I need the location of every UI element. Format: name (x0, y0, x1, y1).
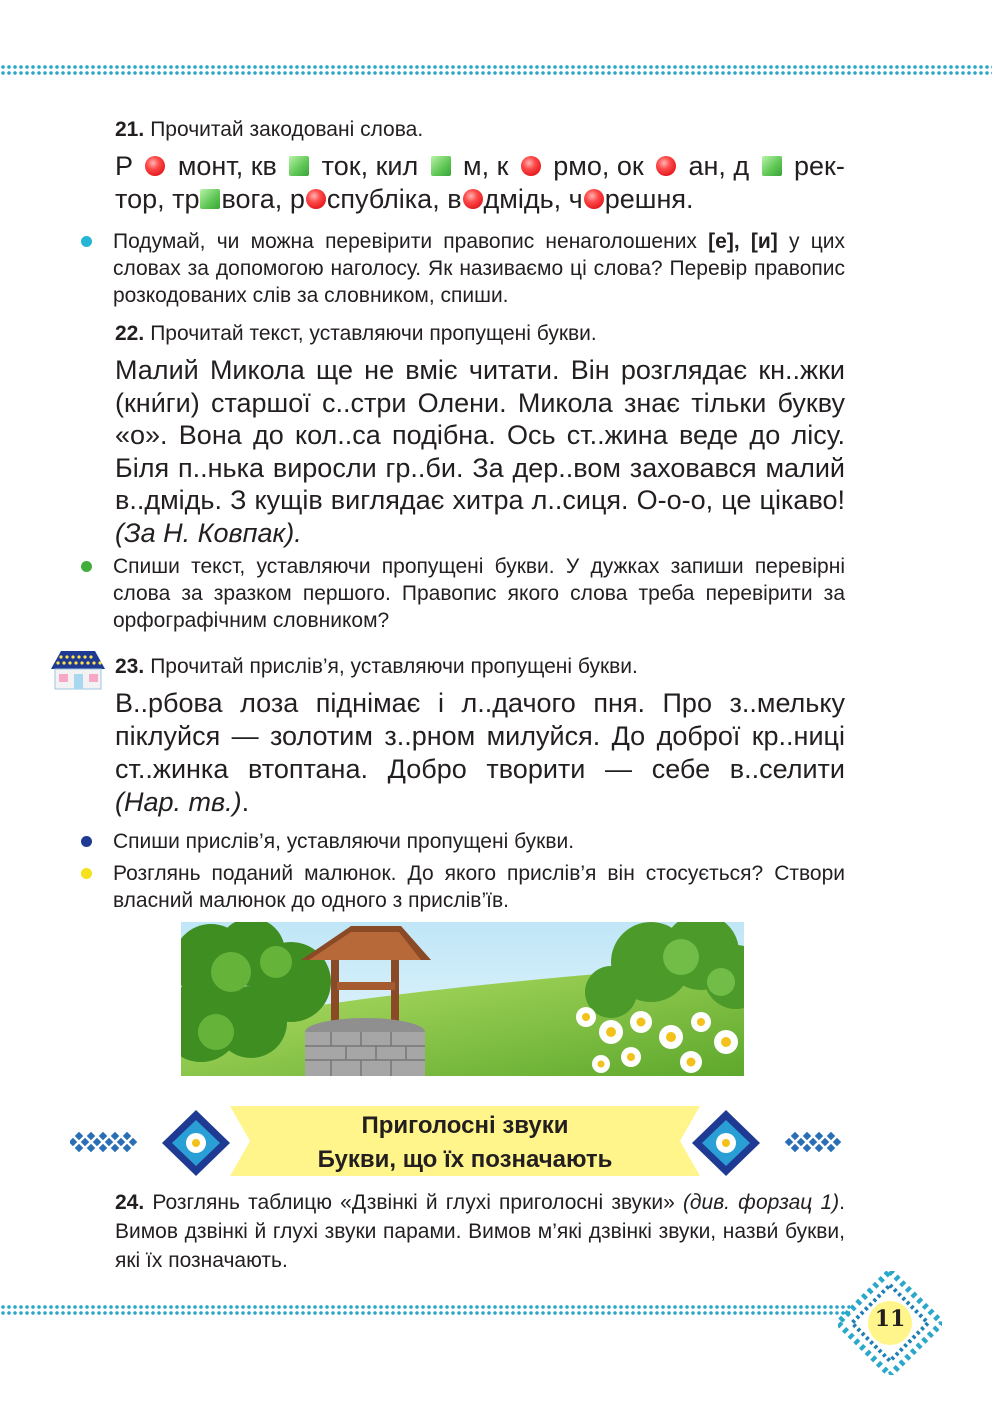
section-title (230, 1106, 700, 1176)
section-title-line1: Приголосні звуки (361, 1112, 569, 1139)
vowel-sounds: [е], [и] (708, 230, 778, 253)
task-23-source: (Нар. тв.) (115, 787, 242, 817)
coded-text-fragment: монт, кв (177, 151, 277, 181)
green-square-icon (762, 156, 782, 176)
task-21-coded-words-line2 (115, 183, 845, 215)
red-circle-icon (521, 156, 541, 176)
task-23-question-1: Спиши прислів’я, уставляючи пропущені букви. (113, 830, 575, 853)
right-embroidery-ornament (692, 1108, 852, 1178)
task-21-number: 21. (115, 118, 145, 141)
task-23-instruction: Прочитай прислів’я, уставляючи пропущені букви. (150, 655, 638, 678)
task-23-number: 23. (115, 655, 145, 678)
task-22-source: (За Н. Ковпак). (115, 517, 302, 548)
task-22-instruction: Прочитай текст, уставляючи пропущені букви. (150, 322, 597, 345)
red-circle-icon (584, 189, 604, 209)
green-square-icon (289, 156, 309, 176)
task-23-question-2: Розглянь поданий малюнок. До якого прислів’я він стосується? Створи власний малюнок до одного з прислів’їв. (113, 862, 845, 912)
coded-text-fragment: Р (115, 151, 134, 181)
red-circle-icon (463, 189, 483, 209)
coded-text-fragment: ан, д (688, 151, 750, 181)
task-24-reference: (див. форзац 1) (682, 1191, 840, 1214)
coded-text-fragment: тор, тр (115, 184, 200, 214)
task-21-question: Подумай, чи можна перевірити правопис ненаголошених [е], [и] у цих словах за допомогою наголосу. Як називаємо ці слова? Перевір правопис розкодованих слів за словником, спиши. (113, 230, 845, 307)
task-22-text: Малий Микола ще не вміє читати. Він розглядає кн..жки (кни́ги) старшої с..стри Олени. Микола знає тільки букву «о». Вона до кол..са подібна. Ось ст..жина веде до лісу. Біля п..нька виросли гр..би. За дер..вом заховався малий в..дмідь. З кущів виглядає хитра л..сиця. О-о-о, це цікаво! (За Н. Ковпак). (115, 355, 845, 548)
task-22-number: 22. (115, 322, 145, 345)
task-24: 24. Розглянь таблицю «Дзвінкі й глухі приголосні звуки» (див. форзац 1). Вимов дзвінкі й глухі звуки парами. Вимов м’які дзвінкі звуки, назви́ букви, які їх позначають. (115, 1191, 845, 1272)
house-icon (47, 647, 109, 691)
red-circle-icon (306, 189, 326, 209)
task-21-heading (115, 118, 423, 142)
section-title-line2: Букви, що їх позначають (317, 1146, 613, 1173)
well-meadow-illustration (181, 922, 744, 1076)
bullet-cyan (81, 236, 92, 247)
coded-text-fragment: ток, кил (321, 151, 419, 181)
page-number: 11 (874, 1306, 906, 1332)
bullet-green (81, 561, 92, 572)
coded-text-fragment: спубліка, в (326, 184, 462, 214)
red-circle-icon (656, 156, 676, 176)
coded-text-fragment: вога, р (221, 184, 305, 214)
green-square-icon (431, 156, 451, 176)
bottom-ornament-border (0, 1304, 850, 1316)
left-embroidery-ornament (70, 1108, 230, 1178)
red-circle-icon (145, 156, 165, 176)
coded-text-fragment: м, к (463, 151, 509, 181)
coded-text-fragment: решня. (604, 184, 694, 214)
bullet-navy (81, 836, 92, 847)
top-ornament-border (0, 64, 992, 76)
task-21-instruction: Прочитай закодовані слова. (150, 118, 424, 141)
task-24-number: 24. (115, 1191, 145, 1214)
coded-text-fragment: рек- (793, 151, 845, 181)
task-22-question: Спиши текст, уставляючи пропущені букви. У дужках запиши перевірні слова за зразком першого. Правопис якого слова треба перевірити за орфографічним словником? (113, 555, 845, 632)
bullet-yellow (81, 868, 92, 879)
task-23-heading (115, 655, 638, 679)
task-22-heading (115, 322, 597, 346)
task-21-coded-words-line1 (115, 150, 845, 182)
task-23-proverbs: В..рбова лоза піднімає і л..дачого пня. Про з..мельку піклуйся — золотим з..рном милуйся. До доброї кр..ниці ст..жинка втоптана. Добро творити — себе в..селити (Нар. тв.). (115, 688, 845, 817)
coded-text-fragment: рмо, ок (553, 151, 644, 181)
green-square-icon (200, 189, 220, 209)
coded-text-fragment: дмідь, ч (483, 184, 583, 214)
